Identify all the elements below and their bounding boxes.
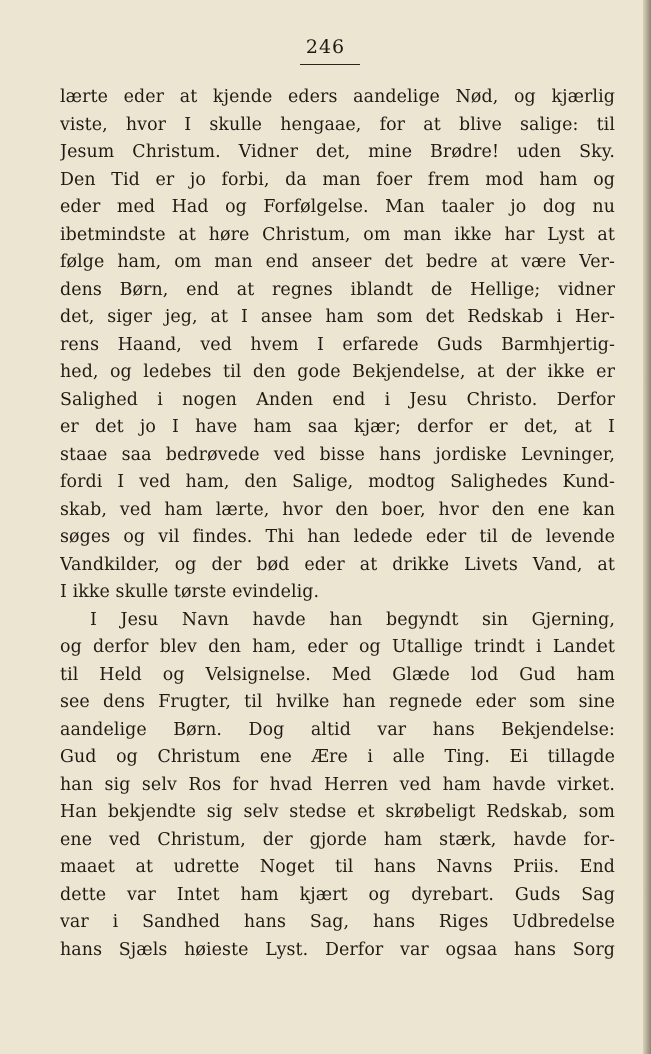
text-line: det, siger jeg, at I ansee ham som det Redskab i Her- — [60, 307, 615, 327]
text-line: han sig selv Ros for hvad Herren ved ham havde virket. — [60, 774, 615, 795]
text-line: eder med Had og Forfølgelse. Man taaler jo dog nu — [60, 197, 615, 217]
body-text — [60, 84, 615, 964]
text-line: dette var Intet ham kjært og dyrebart. Guds Sag — [60, 884, 615, 905]
text-line: til Held og Velsignelse. Med Glæde lod Gud ham — [60, 664, 615, 685]
text-line: ene ved Christum, der gjorde ham stærk, havde for- — [60, 829, 615, 850]
text-line: rens Haand, ved hvem I erfarede Guds Barmhjertig- — [60, 334, 615, 355]
text-line: maaet at udrette Noget til hans Navns Priis. End — [60, 857, 615, 877]
header-rule — [300, 64, 360, 65]
text-line: ibetmindste at høre Christum, om man ikke har Lyst at — [60, 224, 615, 245]
text-line: Jesum Christum. Vidner det, mine Brødre! uden Sky. — [60, 142, 615, 162]
page-edge — [643, 0, 651, 1054]
text-line: fordi I ved ham, den Salige, modtog Salighedes Kund- — [60, 472, 615, 492]
text-line: søges og vil findes. Thi han ledede eder til de levende — [60, 527, 615, 547]
text-line: lærte eder at kjende eders aandelige Nød, og kjærlig — [60, 87, 615, 107]
text-line: staae saa bedrøvede ved bisse hans jordiske Levninger, — [60, 444, 615, 465]
paragraph-start-line: I Jesu Navn havde han begyndt sin Gjerning, — [90, 609, 615, 630]
text-line: er det jo I have ham saa kjær; derfor er det, at I — [60, 417, 615, 437]
text-line: Den Tid er jo forbi, da man foer frem mod ham og — [60, 169, 615, 190]
text-line: Han bekjendte sig selv stedse et skrøbeligt Redskab, som — [60, 802, 615, 822]
text-line: Gud og Christum ene Ære i alle Ting. Ei tillagde — [60, 747, 615, 767]
text-line: viste, hvor I skulle hengaae, for at blive salige: til — [60, 114, 615, 135]
text-line: hans Sjæls høieste Lyst. Derfor var ogsaa hans Sorg — [60, 939, 615, 960]
text-line: see dens Frugter, til hvilke han regnede eder som sine — [60, 692, 615, 712]
text-line: Salighed i nogen Anden end i Jesu Christo. Derfor — [60, 389, 615, 410]
page-number: 246 — [305, 36, 346, 58]
text-line: dens Børn, end at regnes iblandt de Hellige; vidner — [60, 279, 615, 300]
text-line: hed, og ledebes til den gode Bekjendelse, at der ikke er — [60, 362, 615, 382]
text-line: aandelige Børn. Dog altid var hans Bekjendelse: — [60, 719, 615, 740]
text-line: og derfor blev den ham, eder og Utallige trindt i Landet — [60, 637, 615, 657]
paragraph-end-line: I ikke skulle tørste evindelig. — [60, 582, 320, 602]
text-line: var i Sandhed hans Sag, hans Riges Udbredelse — [60, 912, 615, 932]
page-header — [0, 36, 651, 58]
text-line: følge ham, om man end anseer det bedre at være Ver- — [60, 252, 615, 272]
text-line: skab, ved ham lærte, hvor den boer, hvor den ene kan — [60, 499, 615, 520]
text-line: Vandkilder, og der bød eder at drikke Livets Vand, at — [60, 554, 615, 575]
